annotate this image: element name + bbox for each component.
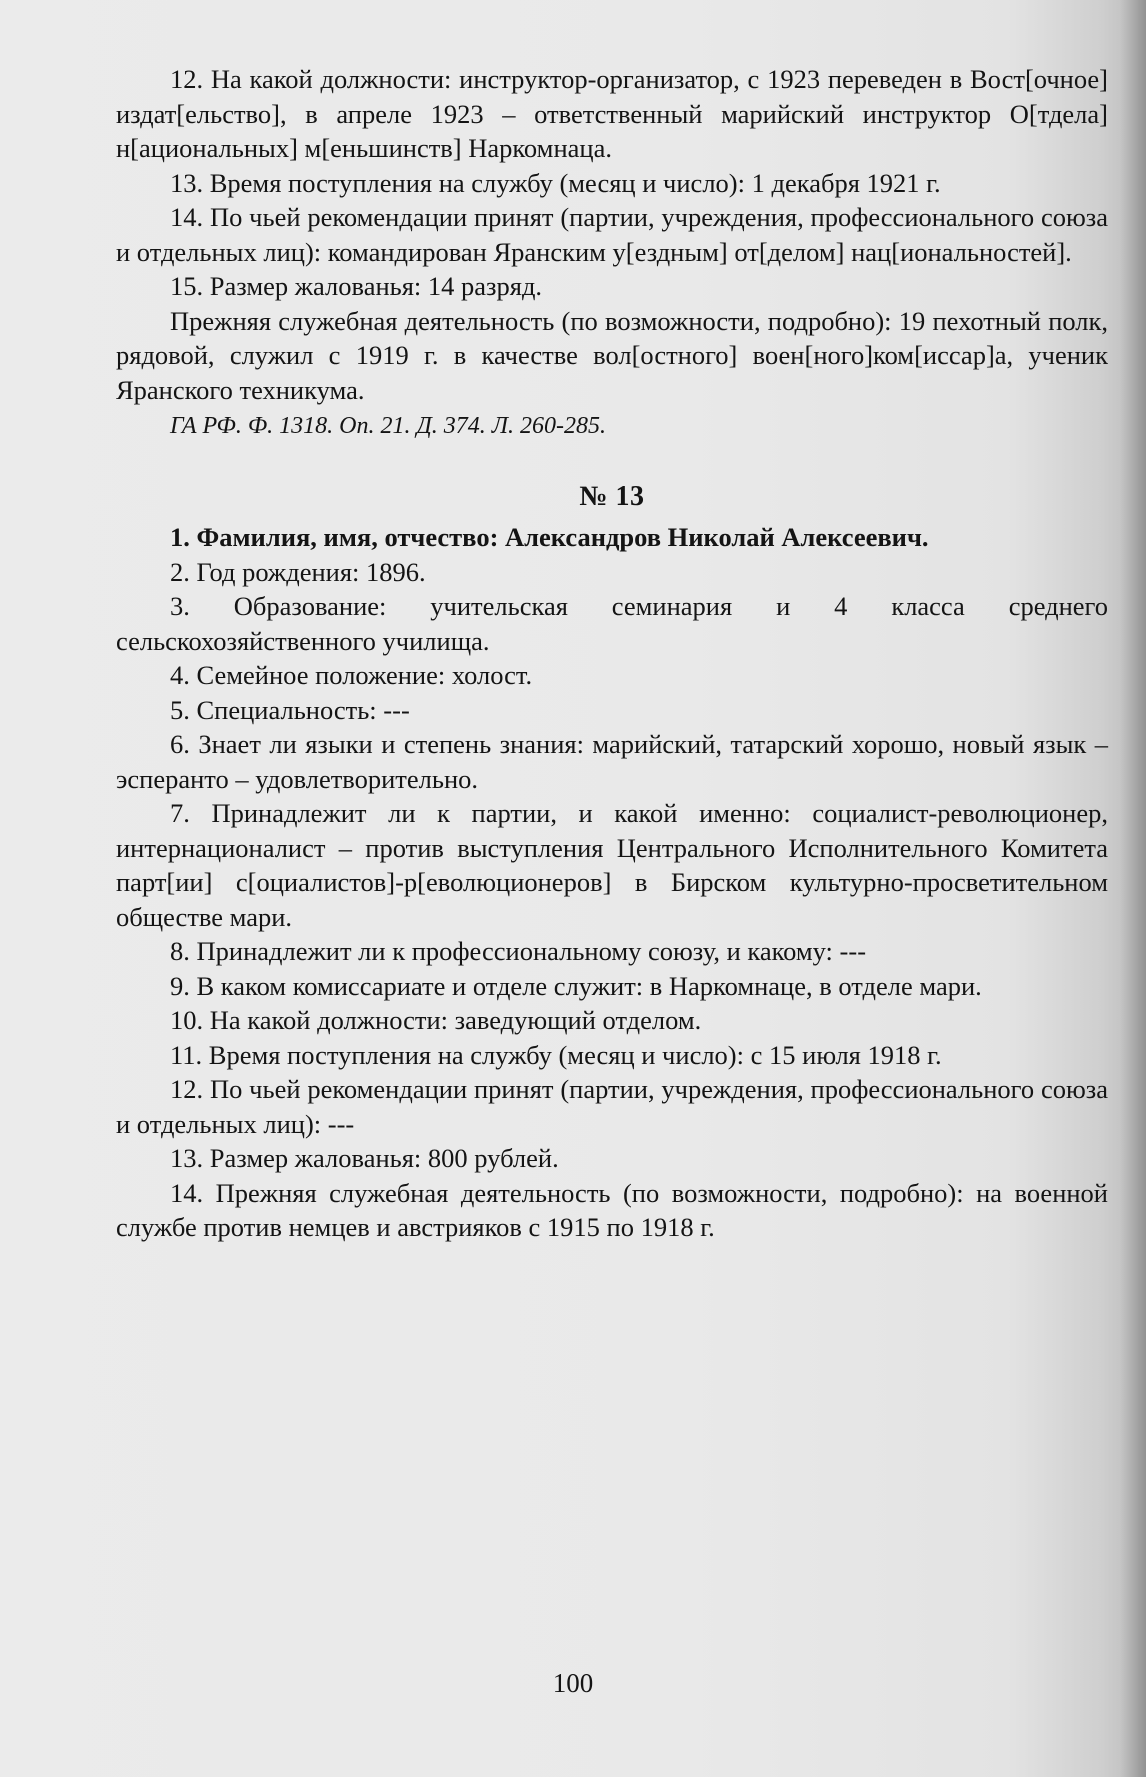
- item-13-salary: 13. Размер жалованья: 800 рублей.: [170, 1143, 559, 1173]
- prev-item-14: 14. По чьей рекомендации принят (партии, учреждения, профессионального союза и отдельных лиц): командирован Яранским у[ездным] от[делом] нац[иональностей].: [116, 202, 1108, 267]
- item-2-birth-year: 2. Год рождения: 1896.: [170, 556, 426, 587]
- item-9-commissariat: 9. В каком комиссариате и отделе служит: в Наркомнаце, в отделе мари.: [170, 970, 982, 1001]
- item-1-full-name: 1. Фамилия, имя, отчество: Александров Николай Алексеевич.: [170, 522, 929, 552]
- item-4-marital-status: 4. Семейное положение: холост.: [170, 660, 533, 690]
- prev-item-12: 12. На какой должности: инструктор-организатор, с 1923 переведен в Вост[очное] издат[ельство], в апреле 1923 – ответственный марийский инструктор О[тдела] н[ациональных] м[еньшинств] Наркомнаца.: [116, 64, 1108, 163]
- item-14-prior-service: 14. Прежняя служебная деятельность (по возможности, подробно): на военной службе против немцев и австрияков с 1915 по 1918 г.: [116, 1177, 1108, 1242]
- item-10-position: 10. На какой должности: заведующий отделом.: [170, 1005, 702, 1035]
- document-number-heading: № 13: [579, 480, 645, 512]
- item-6-languages: 6. Знает ли языки и степень знания: марийский, татарский хорошо, новый язык – эсперанто – удовлетворительно.: [116, 729, 1108, 794]
- prev-service-history: Прежняя служебная деятельность (по возможности, подробно): 19 пехотный полк, рядовой, служил с 1919 г. в качестве вол[остного] воен[ного]ком[иссар]а, ученик Яранского техникума.: [116, 305, 1108, 405]
- item-12-recommendation: 12. По чьей рекомендации принят (партии, учреждения, профессионального союза и отдельных лиц): ---: [116, 1074, 1108, 1139]
- page-text: [116, 62, 1108, 1245]
- item-3-education: 3. Образование: учительская семинария и 4 класса среднего сельскохозяйственного училища.: [116, 591, 1108, 656]
- prev-item-13: 13. Время поступления на службу (месяц и число): 1 декабря 1921 г.: [170, 167, 941, 198]
- prev-item-15: 15. Размер жалованья: 14 разряд.: [170, 271, 543, 301]
- item-5-specialty: 5. Специальность: ---: [170, 694, 410, 725]
- item-8-trade-union: 8. Принадлежит ли к профессиональному союзу, и какому: ---: [170, 936, 867, 966]
- item-11-start-date: 11. Время поступления на службу (месяц и число): с 15 июля 1918 г.: [170, 1039, 942, 1070]
- page-number: 100: [552, 1668, 594, 1698]
- page-edge-shadow: [1120, 0, 1146, 1777]
- item-7-party: 7. Принадлежит ли к партии, и какой именно: социалист-революционер, интернационалист – против выступления Центрального Исполнительного Комитета парт[ии] с[оциалистов]-р[еволюционеров] в Бирском культурно-просветительном обществе мари.: [116, 798, 1108, 932]
- archive-source-reference: ГА РФ. Ф. 1318. Оп. 21. Д. 374. Л. 260-285.: [170, 413, 606, 439]
